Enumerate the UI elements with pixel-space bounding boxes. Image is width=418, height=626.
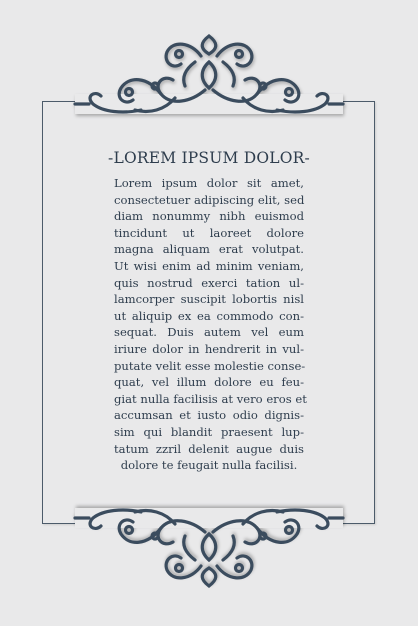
text-line: consectetuer adipiscing elit, sed xyxy=(114,192,305,207)
text-line: diam nonummy nibh euismod xyxy=(114,209,304,224)
text-line: tatum zzril delenit augue duis xyxy=(114,441,304,456)
text-line: magna aliquam erat volutpat. xyxy=(114,242,304,257)
text-line: sequat. Duis autem vel eum xyxy=(114,325,304,340)
text-line: iriure dolor in hendrerit in vul- xyxy=(114,341,304,356)
text-line: Ut wisi enim ad minim veniam, xyxy=(114,258,304,273)
text-line: quat, vel illum dolore eu feu- xyxy=(114,375,304,390)
text-line: lamcorper suscipit lobortis nisl xyxy=(114,292,304,307)
text-line: accumsan et iusto odio dignis- xyxy=(114,408,304,423)
text-line: Lorem ipsum dolor sit amet, xyxy=(114,176,304,190)
text-line: giat nulla facilisis at vero eros et xyxy=(114,391,307,406)
text-line: ut aliquip ex ea commodo con- xyxy=(114,308,304,323)
text-line: tincidunt ut laoreet dolore xyxy=(114,225,304,240)
page-title: -LOREM IPSUM DOLOR- xyxy=(108,149,310,167)
filigree-ornament-top-icon xyxy=(69,32,349,122)
text-line: quis nostrud exerci tation ul- xyxy=(114,275,304,290)
text-line: dolore te feugait nulla facilisi. xyxy=(120,458,298,473)
body-paragraph xyxy=(114,175,307,474)
text-line: sim qui blandit praesent lup- xyxy=(114,424,304,439)
text-line: putate velit esse molestie conse- xyxy=(114,358,306,373)
filigree-ornament-bottom-icon xyxy=(69,500,349,590)
